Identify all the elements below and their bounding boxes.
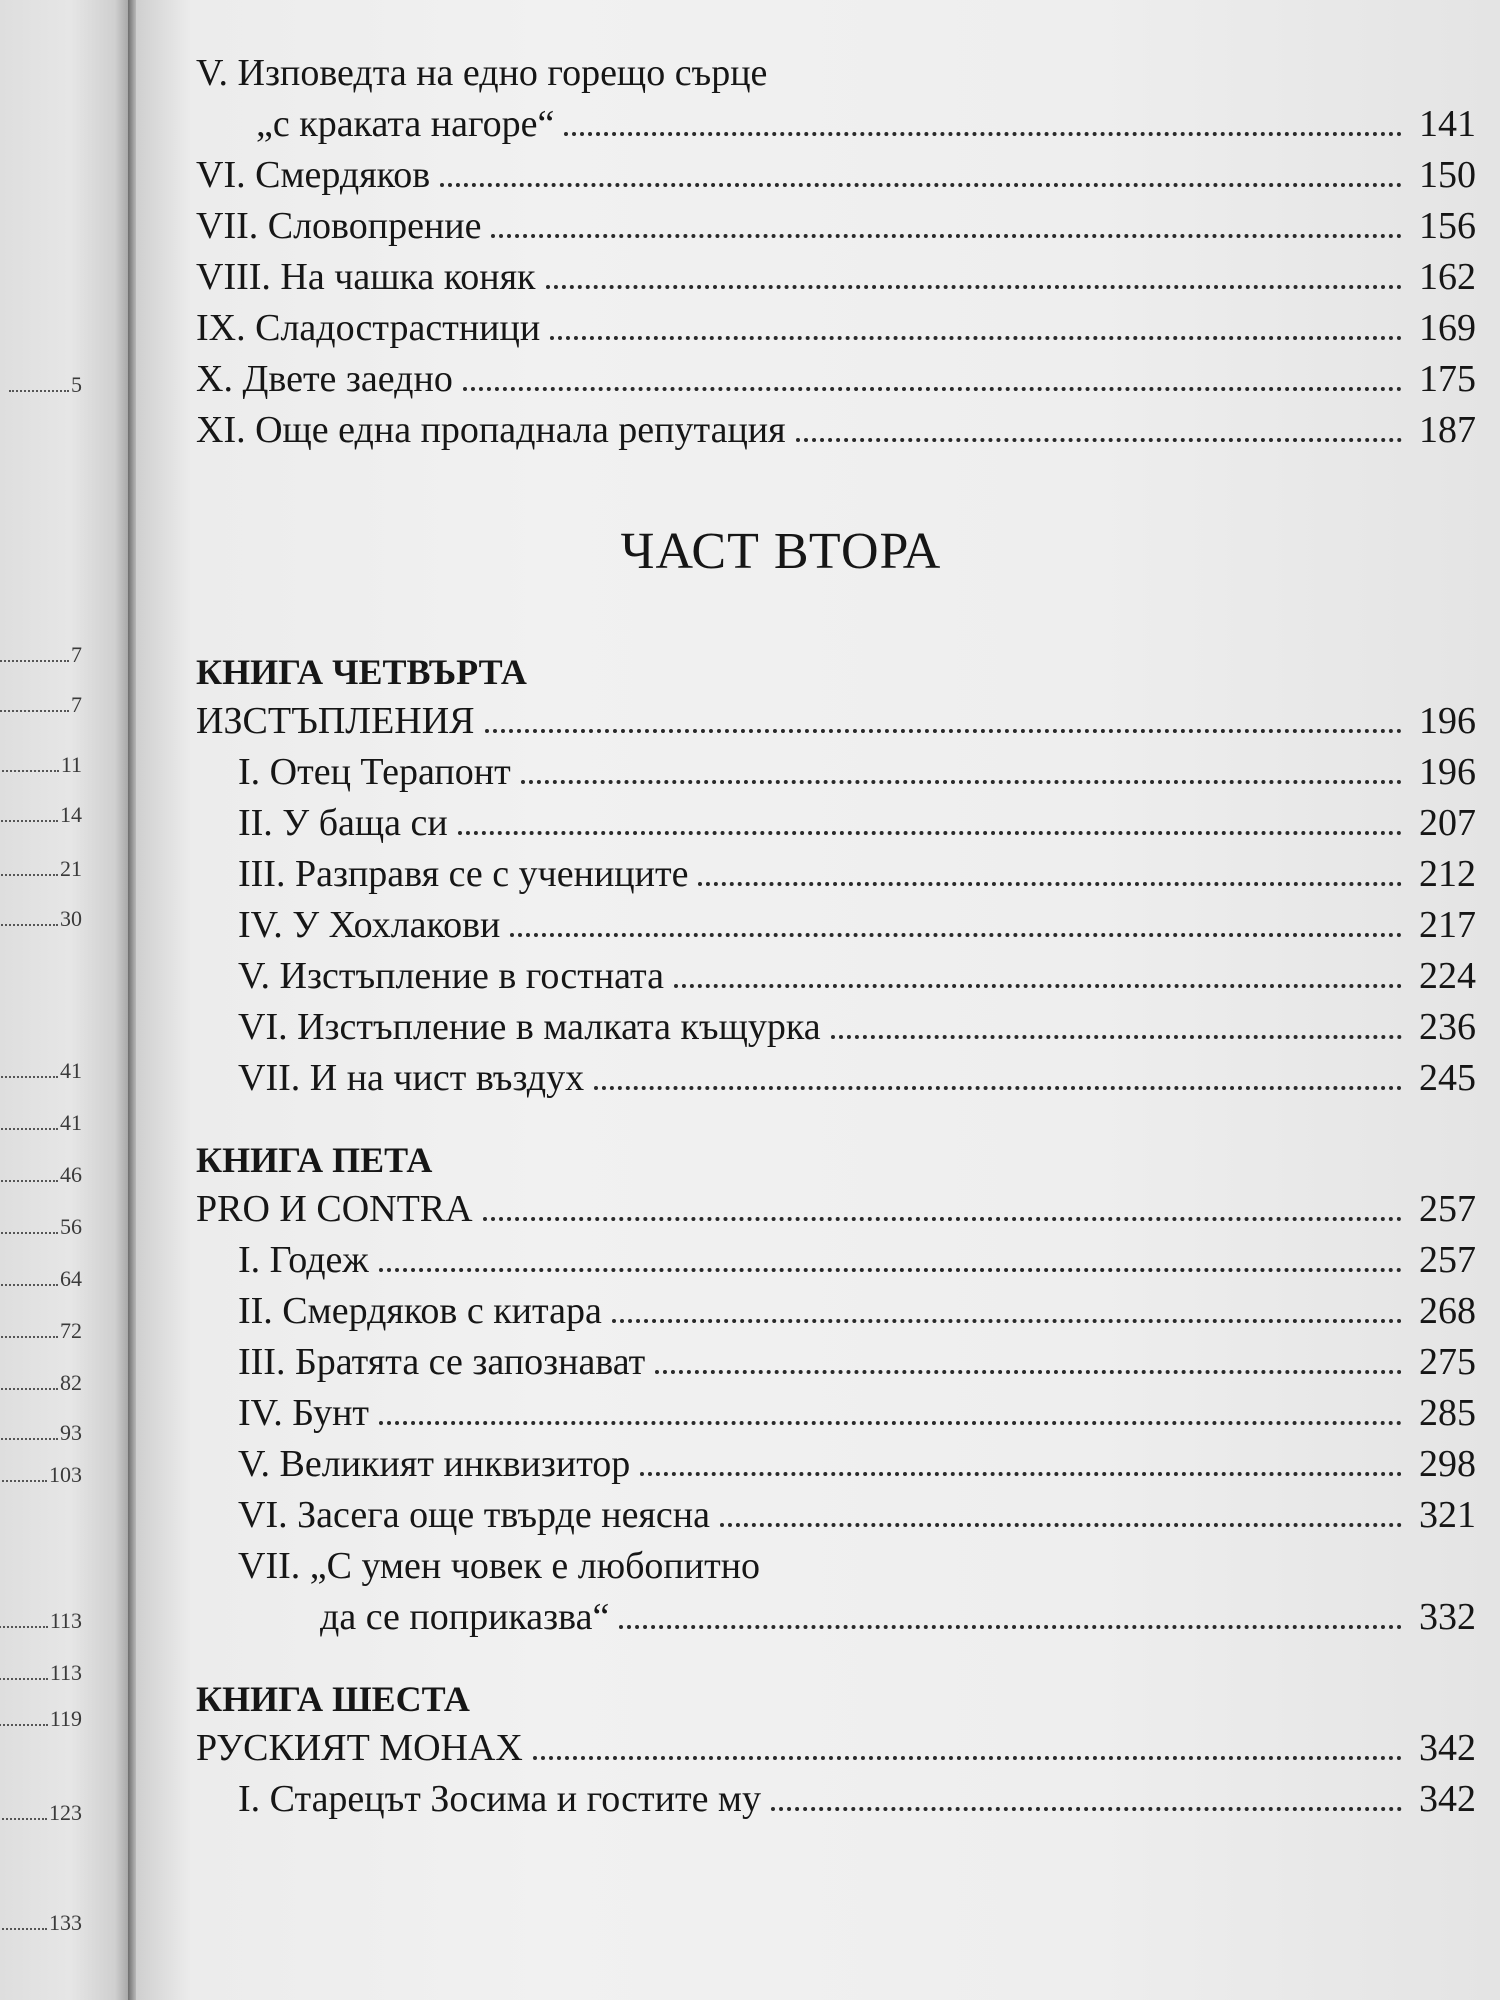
toc-entry-title: IV. У Хохлакови xyxy=(238,904,501,946)
toc-entry-page: 175 xyxy=(1419,358,1476,400)
toc-entry xyxy=(196,201,1476,252)
toc-entry xyxy=(196,900,1476,951)
toc-entry-title: VII. И на чист въздух xyxy=(238,1057,585,1099)
toc-entry xyxy=(196,1286,1476,1337)
book-name: PRO И CONTRA xyxy=(196,1188,473,1230)
toc-entry xyxy=(196,1337,1476,1388)
toc-entry xyxy=(196,1439,1476,1490)
toc-entry xyxy=(196,1388,1476,1439)
left-page-number: 64 xyxy=(0,1266,82,1292)
toc-entry-page: 212 xyxy=(1419,853,1476,895)
toc-entry-page: 298 xyxy=(1419,1443,1476,1485)
dot-leader xyxy=(491,234,1402,238)
toc-entry xyxy=(196,798,1476,849)
left-page-number: 14 xyxy=(0,802,82,828)
dot-leader xyxy=(564,132,1402,136)
toc-entry-page: 275 xyxy=(1419,1341,1476,1383)
toc-entry-page: 187 xyxy=(1419,409,1476,451)
dot-leader xyxy=(533,1756,1402,1760)
toc-entry-page: 268 xyxy=(1419,1290,1476,1332)
toc-entry-title: VII. Словопрение xyxy=(196,205,482,247)
toc-entry xyxy=(196,303,1476,354)
dot-leader xyxy=(440,183,1402,187)
toc-entry-title: „с краката нагоре“ xyxy=(256,103,555,145)
contents-page xyxy=(136,0,1500,2000)
book-name: ИЗСТЪПЛЕНИЯ xyxy=(196,700,475,742)
dot-leader xyxy=(698,882,1402,886)
toc-entry xyxy=(196,1490,1476,1541)
toc-entry xyxy=(196,150,1476,201)
dot-leader xyxy=(483,1217,1402,1221)
toc-entry xyxy=(196,354,1476,405)
dot-leader xyxy=(379,1268,1402,1272)
part-title: ЧАСТ ВТОРА xyxy=(620,523,942,580)
toc-entry-title: VII. „С умен човек е любопитно xyxy=(238,1545,761,1587)
left-page-number: 103 xyxy=(0,1462,82,1488)
toc-entry-title: III. Разправя се с учениците xyxy=(238,853,689,895)
dot-leader xyxy=(640,1472,1402,1476)
dot-leader xyxy=(550,336,1402,340)
dot-leader xyxy=(619,1625,1402,1629)
dot-leader xyxy=(594,1086,1402,1090)
toc-entry-page: 285 xyxy=(1419,1392,1476,1434)
toc-entry xyxy=(196,1053,1476,1104)
toc-entry xyxy=(196,1592,1476,1643)
toc-entry-page: 196 xyxy=(1419,751,1476,793)
toc-entry-title: VI. Засега още твърде неясна xyxy=(238,1494,710,1536)
toc-entry xyxy=(196,252,1476,303)
left-page-number: 93 xyxy=(0,1420,82,1446)
toc-entry-title: VI. Изстъпление в малката къщурка xyxy=(238,1006,821,1048)
toc-entry-title: III. Братята се запознават xyxy=(238,1341,646,1383)
toc-entry-title: X. Двете заедно xyxy=(196,358,453,400)
toc-entry-title: да се поприказва“ xyxy=(320,1596,610,1638)
dot-leader xyxy=(655,1370,1402,1374)
left-page-number: 41 xyxy=(0,1058,82,1084)
toc-book-entry xyxy=(196,1184,1476,1235)
dot-leader xyxy=(510,933,1402,937)
toc-entry-title: V. Изповедта на едно горещо сърце xyxy=(196,52,768,94)
toc-entry-page: 257 xyxy=(1419,1239,1476,1281)
toc-entry-page: 257 xyxy=(1419,1188,1476,1230)
left-page-number: 46 xyxy=(0,1162,82,1188)
left-page-number: 56 xyxy=(0,1214,82,1240)
toc-entry-title: VIII. На чашка коняк xyxy=(196,256,536,298)
book-name: РУСКИЯТ МОНАХ xyxy=(196,1727,523,1769)
toc-entry-page: 141 xyxy=(1419,103,1476,145)
dot-leader xyxy=(771,1807,1402,1811)
table-of-contents xyxy=(196,48,1476,1825)
toc-entry-title: VI. Смердяков xyxy=(196,154,431,196)
toc-entry-page: 236 xyxy=(1419,1006,1476,1048)
toc-entry-page: 217 xyxy=(1419,904,1476,946)
toc-entry-title: II. Смердяков с китара xyxy=(238,1290,602,1332)
toc-entry xyxy=(196,1235,1476,1286)
dot-leader xyxy=(546,285,1402,289)
dot-leader xyxy=(485,729,1402,733)
left-page-number: 21 xyxy=(0,856,82,882)
left-page-number: 5 xyxy=(9,372,82,398)
toc-entry xyxy=(196,1002,1476,1053)
toc-entry-title: IV. Бунт xyxy=(238,1392,370,1434)
left-page-number: 7 xyxy=(0,642,82,668)
dot-leader xyxy=(463,387,1402,391)
dot-leader xyxy=(674,984,1402,988)
left-page-number: 113 xyxy=(0,1608,82,1634)
toc-entry-page: 150 xyxy=(1419,154,1476,196)
left-page-number: 72 xyxy=(0,1318,82,1344)
toc-entry-title: I. Годеж xyxy=(238,1239,369,1281)
dot-leader xyxy=(379,1421,1402,1425)
toc-entry xyxy=(196,1774,1476,1825)
left-page-number: 11 xyxy=(0,752,82,778)
toc-entry-page: 196 xyxy=(1419,700,1476,742)
toc-entry xyxy=(196,99,1476,150)
toc-entry xyxy=(196,405,1476,456)
toc-entry-title: I. Отец Терапонт xyxy=(238,751,511,793)
left-page-number: 41 xyxy=(0,1110,82,1136)
toc-entry-page: 321 xyxy=(1419,1494,1476,1536)
toc-entry-title: I. Старецът Зосима и гостите му xyxy=(238,1778,761,1820)
toc-entry-title: V. Изстъпление в гостната xyxy=(238,955,664,997)
left-page-number: 113 xyxy=(0,1660,82,1686)
toc-entry xyxy=(196,951,1476,1002)
toc-entry-page: 245 xyxy=(1419,1057,1476,1099)
toc-entry-page: 169 xyxy=(1419,307,1476,349)
toc-entry-title: V. Великият инквизитор xyxy=(238,1443,631,1485)
toc-entry-title: IX. Сладострастници xyxy=(196,307,541,349)
dot-leader xyxy=(796,438,1402,442)
toc-entry-page: 156 xyxy=(1419,205,1476,247)
book-label: КНИГА ПЕТА xyxy=(196,1140,433,1180)
toc-entry-page: 342 xyxy=(1419,1727,1476,1769)
left-page-number: 123 xyxy=(0,1800,82,1826)
dot-leader xyxy=(720,1523,1402,1527)
toc-entry-title: II. У баща си xyxy=(238,802,448,844)
dot-leader xyxy=(521,780,1402,784)
book-label: КНИГА ШЕСТА xyxy=(196,1679,470,1719)
toc-entry-title: XI. Още една пропаднала репутация xyxy=(196,409,786,451)
toc-entry-page: 224 xyxy=(1419,955,1476,997)
book-spine xyxy=(128,0,136,2000)
toc-entry-page: 342 xyxy=(1419,1778,1476,1820)
book-label: КНИГА ЧЕТВЪРТА xyxy=(196,652,527,692)
toc-entry xyxy=(196,849,1476,900)
left-page-number: 119 xyxy=(0,1706,82,1732)
spacer xyxy=(196,1643,1476,1675)
dot-leader xyxy=(831,1035,1402,1039)
left-page-number: 82 xyxy=(0,1370,82,1396)
toc-entry-page: 162 xyxy=(1419,256,1476,298)
toc-book-entry xyxy=(196,696,1476,747)
toc-entry xyxy=(196,747,1476,798)
toc-entry-page: 207 xyxy=(1419,802,1476,844)
dot-leader xyxy=(612,1319,1402,1323)
previous-page xyxy=(0,0,128,2000)
toc-entry-page: 332 xyxy=(1419,1596,1476,1638)
dot-leader xyxy=(458,831,1402,835)
toc-book-entry xyxy=(196,1723,1476,1774)
spacer xyxy=(196,1104,1476,1136)
left-page-number: 7 xyxy=(0,692,82,718)
left-page-number: 133 xyxy=(0,1910,82,1936)
left-page-number: 30 xyxy=(0,906,82,932)
